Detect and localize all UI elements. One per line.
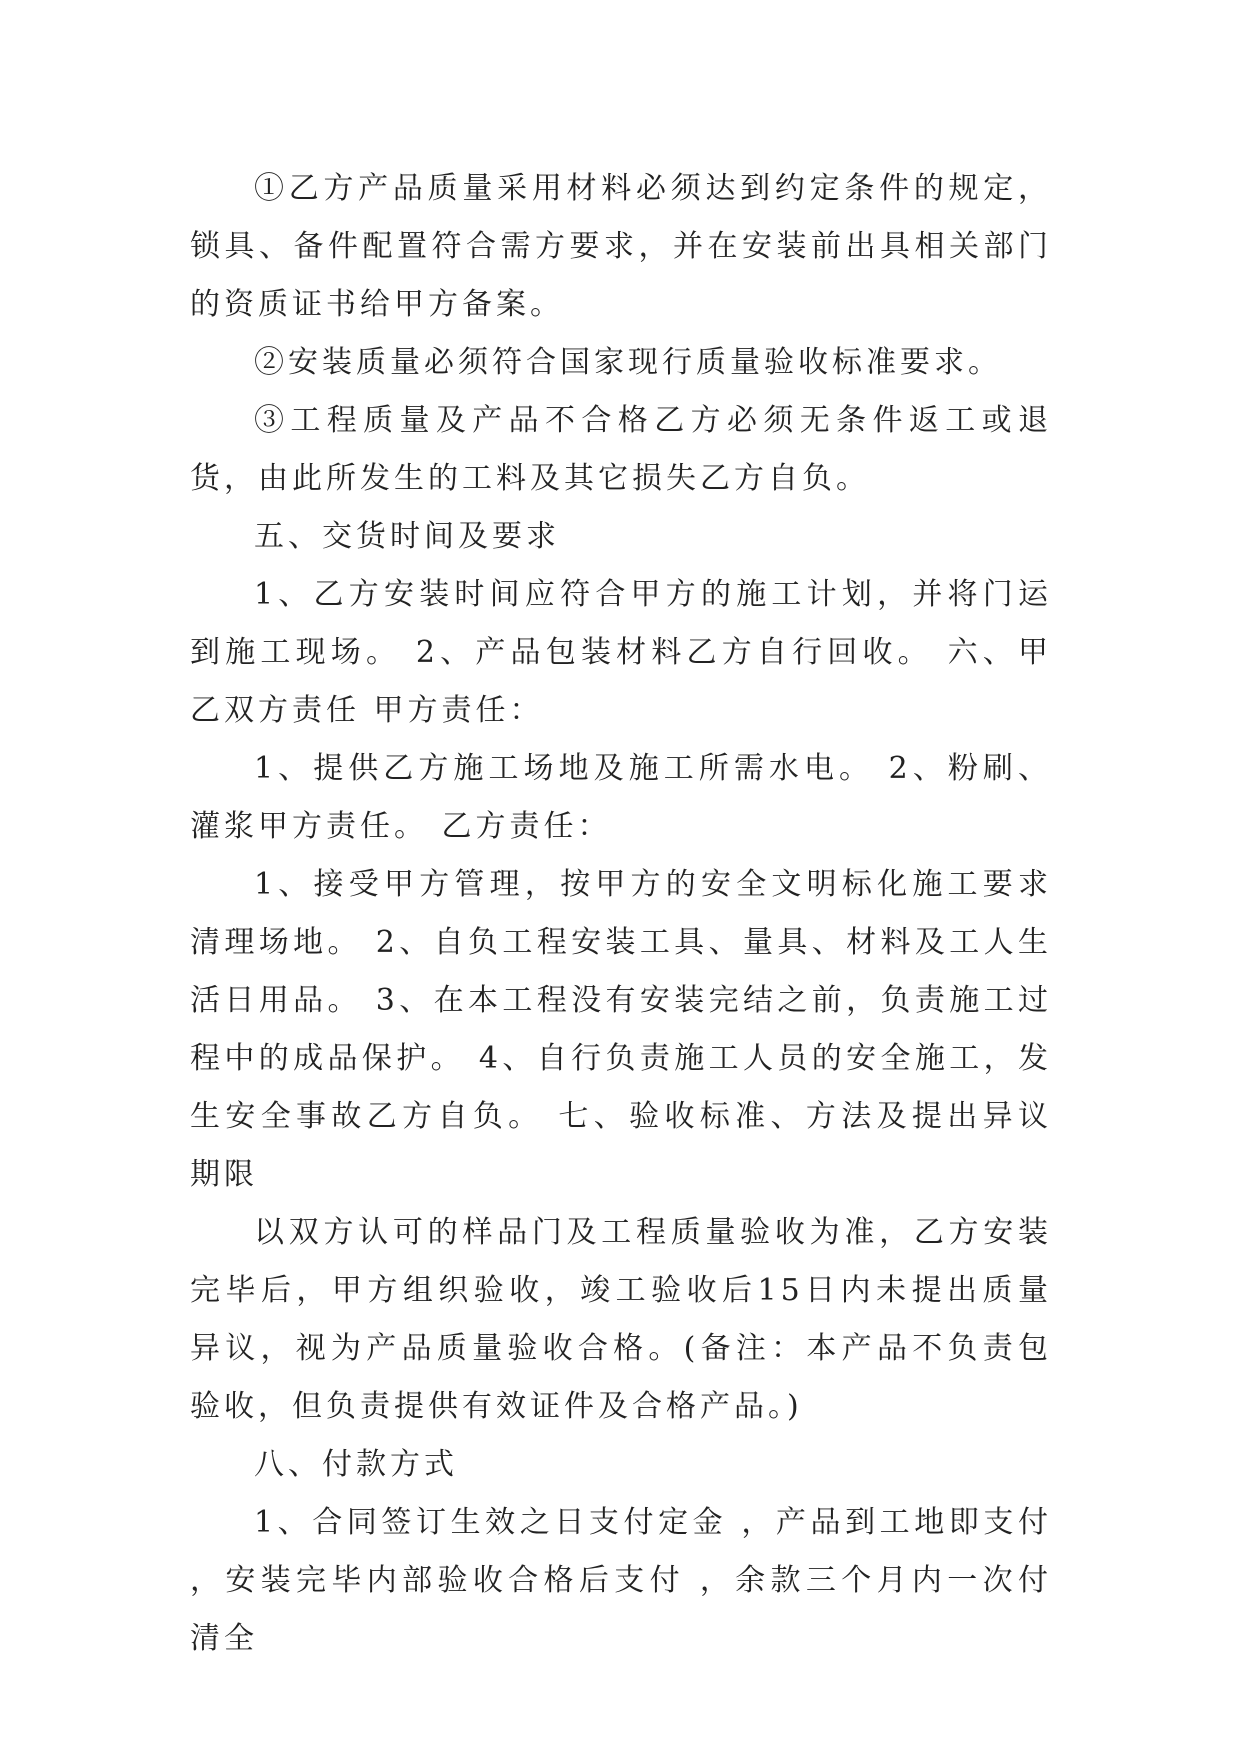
paragraph-installation-quality: ②安装质量必须符合国家现行质量验收标准要求。 [254,345,1002,380]
paragraph-party-a-duties: 1、提供乙方施工场地及施工所需水电。 2、粉刷、灌浆甲方责任。 乙方责任： [190,751,1052,844]
paragraph-rework-return: ③工程质量及产品不合格乙方必须无条件返工或退货，由此所发生的工料及其它损失乙方自负。 [190,403,1052,496]
paragraph-delivery-terms: 1、乙方安装时间应符合甲方的施工计划，并将门运到施工现场。 2、产品包装材料乙方自行回收。 六、甲乙双方责任 甲方责任： [190,577,1052,728]
heading-delivery-time: 五、交货时间及要求 [254,519,560,554]
heading-payment-method: 八、付款方式 [254,1447,458,1482]
paragraph-quality-materials: ①乙方产品质量采用材料必须达到约定条件的规定，锁具、备件配置符合需方要求，并在安装前出具相关部门的资质证书给甲方备案。 [190,171,1052,322]
document-body [190,160,1052,1668]
paragraph-payment-terms: 1、合同签订生效之日支付定金 ，产品到工地即支付 ，安装完毕内部验收合格后支付 ，余款三个月内一次付清全 [190,1505,1052,1656]
paragraph-party-b-duties: 1、接受甲方管理，按甲方的安全文明标化施工要求清理场地。 2、自负工程安装工具、量具、材料及工人生活日用品。 3、在本工程没有安装完结之前，负责施工过程中的成品保护。 4、自行负责施工人员的安全施工，发生安全事故乙方自负。 七、验收标准、方法及提出异议期限 [190,867,1052,1192]
paragraph-acceptance: 以双方认可的样品门及工程质量验收为准，乙方安装完毕后，甲方组织验收，竣工验收后15日内未提出质量异议，视为产品质量验收合格。(备注：本产品不负责包验收，但负责提供有效证件及合格产品。) [190,1215,1052,1424]
